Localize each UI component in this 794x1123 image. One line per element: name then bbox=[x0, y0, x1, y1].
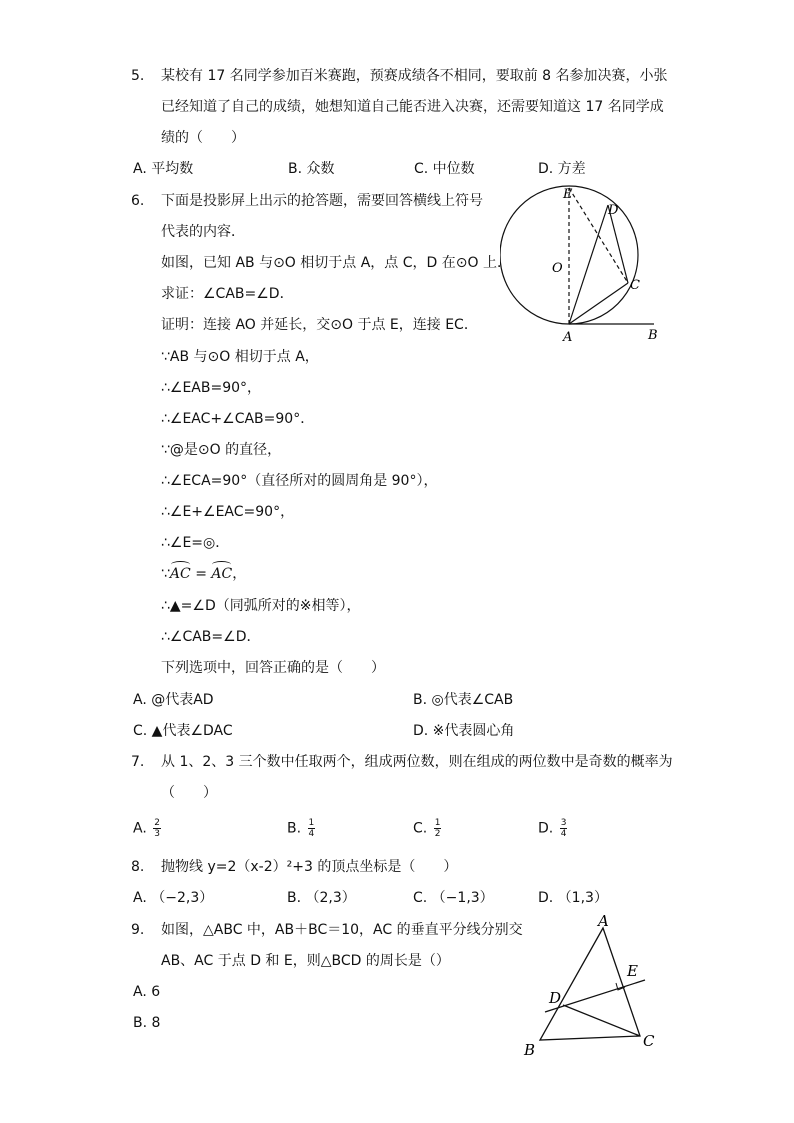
q6-line-2: 代表的内容． bbox=[161, 224, 245, 240]
fraction-2-3: $\frac{2}{3}$ bbox=[154, 818, 160, 839]
q6-line-13: ∴▲=∠D（同弧所对的※相等）， bbox=[161, 598, 361, 614]
q5-line-1: 某校有 17 名同学参加百米赛跑，预赛成绩各不相同，要取前 8 名参加决赛，小张 bbox=[161, 68, 668, 84]
q6-option-c[interactable]: C. ▲代表∠DAC bbox=[133, 723, 233, 739]
fraction-1-4: $\frac{1}{4}$ bbox=[308, 818, 315, 839]
fraction-3-4: $\frac{3}{4}$ bbox=[560, 818, 567, 839]
q9-line-1: 如图，△ABC 中，AB＋BC＝10，AC 的垂直平分线分别交 bbox=[161, 922, 523, 938]
q7-line-2: （ ） bbox=[161, 785, 217, 801]
label-d: D bbox=[608, 203, 619, 218]
q8-number: 8. bbox=[131, 859, 145, 875]
q6-option-a[interactable]: A. @代表AD bbox=[133, 692, 214, 708]
q6-arc-prefix: ∵ bbox=[161, 566, 170, 582]
q6-line-14: ∴∠CAB=∠D． bbox=[161, 629, 261, 645]
q8-option-a[interactable]: A. （−2,3） bbox=[133, 890, 214, 906]
segment-dc bbox=[563, 1005, 640, 1036]
q7-option-b-letter: B. bbox=[287, 820, 302, 837]
q6-line-5: 证明：连接 AO 并延长，交⊙O 于点 E，连接 EC． bbox=[161, 317, 478, 333]
q6-number: 6. bbox=[131, 193, 145, 209]
q6-line-4: 求证：∠CAB=∠D． bbox=[161, 286, 294, 302]
q7-option-b[interactable] bbox=[287, 818, 315, 839]
q8-option-d[interactable]: D. （1,3） bbox=[538, 890, 608, 906]
q8-line: 抛物线 y=2（x-2）²+3 的顶点坐标是（ ） bbox=[161, 859, 458, 875]
q5-number: 5. bbox=[131, 68, 145, 84]
q7-option-c-letter: C. bbox=[413, 820, 428, 837]
chord-ad bbox=[569, 205, 608, 324]
label-c: C bbox=[630, 278, 640, 293]
q6-line-1: 下面是投影屏上出示的抢答题，需要回答横线上符号 bbox=[161, 193, 483, 209]
label-e: E bbox=[627, 962, 638, 980]
q5-option-a[interactable]: A. 平均数 bbox=[133, 161, 194, 177]
label-o: O bbox=[552, 261, 563, 276]
q6-line-9: ∵@是⊙O 的直径， bbox=[161, 442, 282, 458]
q6-line-3: 如图，已知 AB 与⊙O 相切于点 A，点 C，D 在⊙O 上． bbox=[161, 255, 511, 271]
q6-option-d[interactable]: D. ※代表圆心角 bbox=[413, 723, 515, 739]
circle-tangent-figure bbox=[500, 183, 670, 348]
label-c: C bbox=[643, 1032, 655, 1050]
q6-line-7: ∴∠EAB=90°， bbox=[161, 380, 262, 396]
q7-line-1: 从 1、2、3 三个数中任取两个，组成两位数，则在组成的两位数中是奇数的概率为 bbox=[161, 754, 673, 770]
q9-line-2: AB、AC 于点 D 和 E，则△BCD 的周长是（） bbox=[161, 953, 450, 969]
q5-option-d[interactable]: D. 方差 bbox=[538, 161, 586, 177]
arc-ac-2: AC bbox=[211, 566, 233, 582]
arc-ac-1: AC bbox=[169, 566, 191, 582]
q6-option-b[interactable]: B. ◎代表∠CAB bbox=[413, 692, 514, 708]
q7-option-a-letter: A. bbox=[133, 820, 147, 837]
label-a: A bbox=[598, 912, 609, 930]
label-a: A bbox=[563, 330, 573, 345]
fraction-1-2: $\frac{1}{2}$ bbox=[434, 818, 441, 839]
label-b: B bbox=[524, 1041, 536, 1059]
q6-arc-line bbox=[161, 564, 246, 584]
triangle-abc bbox=[540, 928, 640, 1040]
q6-arc-eq: = bbox=[190, 566, 212, 582]
q5-option-c[interactable]: C. 中位数 bbox=[414, 161, 475, 177]
q7-option-c[interactable] bbox=[413, 818, 441, 839]
q6-arc-suffix: ， bbox=[232, 566, 247, 582]
q8-option-b[interactable]: B. （2,3） bbox=[287, 890, 356, 906]
q6-line-10: ∴∠ECA=90°（直径所对的圆周角是 90°）， bbox=[161, 473, 438, 489]
q5-line-3: 绩的（ ） bbox=[161, 130, 245, 146]
q5-option-b[interactable]: B. 众数 bbox=[288, 161, 335, 177]
label-e: E bbox=[563, 187, 573, 202]
q6-line-8: ∴∠EAC+∠CAB=90°． bbox=[161, 411, 315, 427]
q6-line-12: ∴∠E=◎． bbox=[161, 535, 230, 551]
q8-option-c[interactable]: C. （−1,3） bbox=[413, 890, 494, 906]
label-b: B bbox=[648, 328, 658, 343]
q7-option-d-letter: D. bbox=[538, 820, 554, 837]
q9-number: 9. bbox=[131, 922, 145, 938]
q5-line-2: 已经知道了自己的成绩，她想知道自己能否进入决赛，还需要知道这 17 名同学成 bbox=[161, 99, 664, 115]
q9-option-a[interactable]: A. 6 bbox=[133, 984, 161, 1000]
triangle-figure bbox=[518, 910, 668, 1060]
q7-option-a[interactable] bbox=[133, 818, 161, 839]
q6-line-15: 下列选项中，回答正确的是（ ） bbox=[161, 660, 385, 676]
q7-number: 7. bbox=[131, 754, 145, 770]
q7-option-d[interactable] bbox=[538, 818, 567, 839]
q9-option-b[interactable]: B. 8 bbox=[133, 1015, 161, 1031]
label-d: D bbox=[549, 989, 562, 1007]
q6-line-6: ∵AB 与⊙O 相切于点 A， bbox=[161, 349, 319, 365]
q6-line-11: ∴∠E+∠EAC=90°， bbox=[161, 504, 295, 520]
